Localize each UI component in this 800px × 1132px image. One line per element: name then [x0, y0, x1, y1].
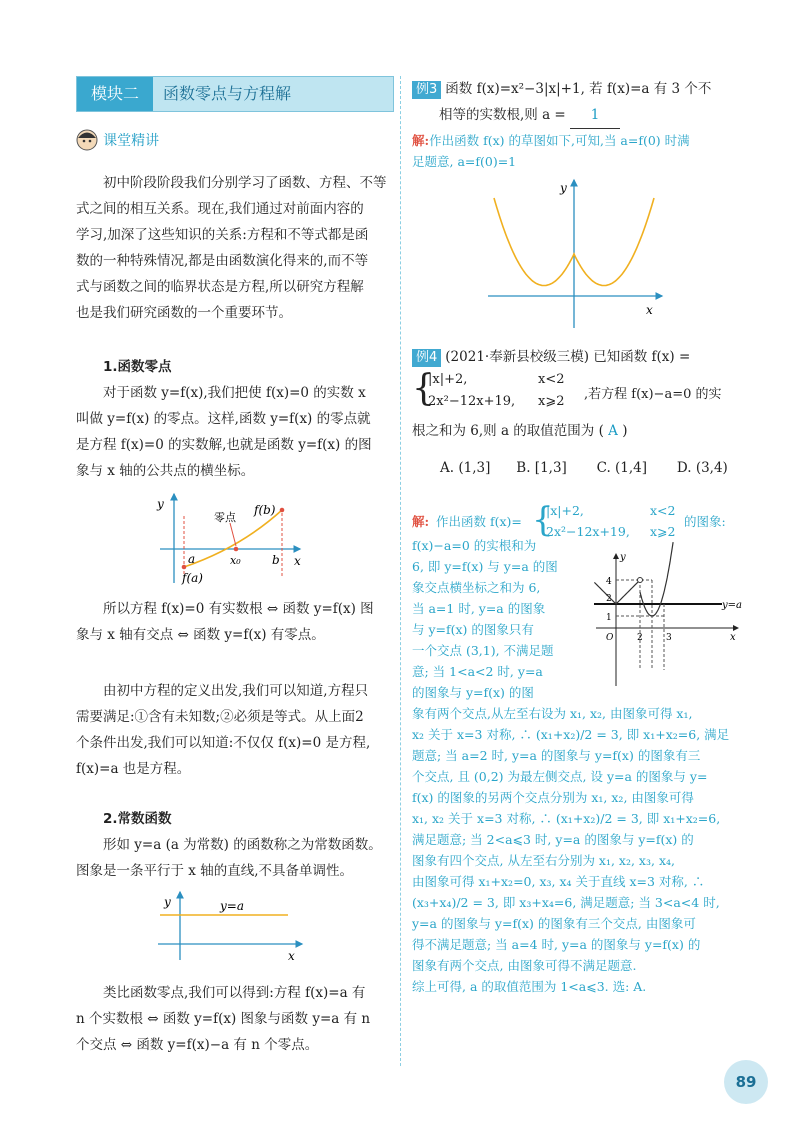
- label-y: y: [560, 181, 567, 195]
- label-x: x: [288, 949, 295, 963]
- tick-x2: 2: [637, 633, 643, 643]
- sol4-line: 象交点横坐标之和为 6,: [412, 580, 541, 595]
- label-y: y: [620, 552, 626, 563]
- s2-after-line: 个交点 ⇔ 函数 y=f(x)−a 有 n 个零点。: [76, 1037, 319, 1053]
- intro-line: 也是我们研究函数的一个重要环节。: [76, 305, 292, 321]
- module-banner: [76, 76, 394, 112]
- brace: {: [412, 368, 435, 409]
- sol4-line: 满足题意; 当 2<a⩽3 时, y=a 的图象与 y=f(x) 的: [412, 832, 694, 847]
- ex3-line2: 相等的实数根,则 a =: [439, 107, 566, 123]
- sol4-piece2: 2x²−12x+19,: [546, 524, 630, 539]
- sol4-line: 图象有四个交点, 从左至右分别为 x₁, x₂, x₃, x₄,: [412, 853, 675, 868]
- constant-function-figure: [150, 888, 310, 964]
- option-a: A. (1,3]: [440, 460, 491, 476]
- intro-paragraph: [76, 170, 392, 326]
- tick-1: 1: [606, 613, 612, 623]
- section-1: [76, 354, 392, 484]
- label-y: y: [164, 895, 171, 909]
- ex4-line3: 根之和为 6,则 a 的取值范围为 (: [412, 423, 604, 439]
- example-4-figure: [594, 540, 744, 690]
- example-4: [412, 344, 742, 370]
- sol4-label: 解:: [412, 514, 430, 529]
- sol4-line: 象有两个交点,从左至右设为 x₁, x₂, 由图象可得 x₁,: [412, 706, 693, 721]
- sol4-line: 意; 当 1<a<2 时, y=a: [412, 664, 543, 679]
- intro-line: 初中阶段阶段我们分别学习了函数、方程、不等: [103, 175, 387, 191]
- s1-line: 象与 x 轴的公共点的横坐标。: [76, 463, 255, 479]
- sol4-line: 由图象可得 x₁+x₂=0, x₃, x₄ 关于直线 x=3 对称, ∴: [412, 874, 705, 889]
- module-tag: 模块二: [77, 77, 153, 111]
- ex4-options: [440, 455, 740, 481]
- label-b: b: [272, 553, 280, 567]
- label-line: y=a: [220, 899, 244, 913]
- tick-x3: 3: [666, 633, 672, 643]
- ex4-answer: A: [608, 423, 618, 439]
- cond2: x⩾2: [538, 394, 565, 409]
- s1-para2-line: f(x)=a 也是方程。: [76, 761, 191, 777]
- s2-line: 图象是一条平行于 x 轴的直线,不具备单调性。: [76, 863, 353, 879]
- intro-line: 式与函数之间的临界状态是方程,所以研究方程解: [76, 279, 364, 295]
- sol4-line: x₂ 关于 x=3 对称, ∴ (x₁+x₂)/2 = 3, 即 x₁+x₂=6, 满足: [412, 727, 730, 742]
- ex3-answer: 1: [570, 102, 620, 129]
- tick-2: 2: [606, 594, 612, 604]
- label-fa: f(a): [182, 571, 203, 585]
- zero-point: [234, 547, 239, 552]
- ex3-line1: 函数 f(x)=x²−3|x|+1, 若 f(x)=a 有 3 个不: [445, 81, 712, 97]
- s1-after-line: 象与 x 轴有交点 ⇔ 函数 y=f(x) 有零点。: [76, 627, 325, 643]
- sol4-line: 题意; 当 a=2 时, y=a 的图象与 y=f(x) 的图象有三: [412, 748, 701, 763]
- section-1-heading: 1.函数零点: [103, 359, 172, 375]
- module-title: 函数零点与方程解: [163, 84, 292, 103]
- point-fb: [280, 508, 285, 513]
- page-number: 89: [724, 1060, 768, 1104]
- section-label: 课堂精讲: [103, 133, 160, 149]
- section-2: [76, 806, 392, 884]
- sol4-cond1: x<2: [650, 503, 676, 518]
- sol4-tail: 的图象:: [684, 514, 726, 529]
- s2-line: 形如 y=a (a 为常数) 的函数称之为常数函数。: [103, 837, 382, 853]
- ex4-line2b: ,若方程 f(x)−a=0 的实: [584, 387, 722, 402]
- brace: {: [532, 500, 554, 540]
- sol-label: 解:: [412, 133, 430, 148]
- option-c: C. (1,4]: [596, 460, 648, 476]
- ex4-line1: (2021·奉新县校级三模) 已知函数 f(x) =: [445, 349, 691, 365]
- ex4-line3end: ): [622, 423, 628, 439]
- sol4-line: x₁, x₂ 关于 x=3 对称, ∴ (x₁+x₂)/2 = 3, 即 x₁+x₂=6,: [412, 811, 721, 826]
- s1-para2: [76, 678, 392, 782]
- label-fb: f(b): [254, 503, 276, 517]
- piece2: 2x²−12x+19,: [428, 394, 516, 409]
- s1-para2-line: 由初中方程的定义出发,我们可以知道,方程只: [103, 683, 369, 699]
- zero-pointer: [230, 523, 236, 546]
- sol4-line: 得不满足题意; 当 a=4 时, y=a 的图象与 y=f(x) 的: [412, 937, 701, 952]
- cond1: x<2: [538, 372, 565, 387]
- tick-4: 4: [606, 577, 612, 587]
- intro-line: 数的一种特殊情况,都是由函数演化得来的,而不等: [76, 253, 369, 269]
- example-3-tag: 例3: [412, 81, 441, 99]
- ex3-sol1: 作出函数 f(x) 的草图如下,可知,当 a=f(0) 时满: [429, 133, 690, 148]
- sol4-line: 一个交点 (3,1), 不满足题: [412, 643, 554, 658]
- intro-line: 学习,加深了这些知识的关系:方程和不等式都是函: [76, 227, 369, 243]
- ex4-piecewise: [412, 370, 742, 416]
- sol4-line: 的图象与 y=f(x) 的图: [412, 685, 534, 700]
- s1-line: 对于函数 y=f(x),我们把使 f(x)=0 的实数 x: [103, 385, 366, 401]
- ex3-solution: [412, 130, 742, 172]
- label-x: x: [294, 554, 301, 568]
- sol4-narrow: [412, 535, 592, 703]
- column-divider: [400, 76, 401, 1066]
- sol4-wide: [412, 703, 742, 997]
- label-x0: x₀: [230, 554, 241, 567]
- sol4-line: 图象有两个交点, 由图象可得不满足题意.: [412, 958, 637, 973]
- label-x: x: [646, 303, 653, 317]
- point-fa: [182, 565, 187, 570]
- s2-after-line: n 个实数根 ⇔ 函数 y=f(x) 图象与函数 y=a 有 n: [76, 1011, 371, 1027]
- s1-line: 是方程 f(x)=0 的实数解,也就是函数 y=f(x) 的图: [76, 437, 372, 453]
- zero-point-figure: [150, 488, 310, 588]
- s1-para2-line: 需要满足:①含有未知数;②必须是等式。从上面2: [76, 709, 364, 725]
- sol4-piece1: |x|+2,: [546, 503, 584, 518]
- intro-line: 式之间的相互关系。现在,我们通过对前面内容的: [76, 201, 364, 217]
- sol4-line: 综上可得, a 的取值范围为 1<a⩽3. 选: A.: [412, 979, 647, 994]
- sol4-line: y=a 的图象与 y=f(x) 的图象有三个交点, 由图象可: [412, 916, 696, 931]
- s1-after-line: 所以方程 f(x)=0 有实数根 ⇔ 函数 y=f(x) 图: [103, 601, 374, 617]
- sol4-line: f(x)−a=0 的实根和为: [412, 538, 537, 553]
- sol4-head: 作出函数 f(x)=: [436, 514, 522, 529]
- example-3-figure: [480, 176, 670, 332]
- label-a: a: [188, 552, 196, 566]
- section-header: [76, 129, 159, 151]
- open-point: [638, 578, 643, 583]
- option-b: B. [1,3]: [516, 460, 567, 476]
- piece1: |x|+2,: [428, 372, 468, 387]
- label-zero: 零点: [214, 511, 236, 524]
- label-x: x: [730, 632, 736, 643]
- option-d: D. (3,4): [676, 460, 728, 476]
- sol4-line: 个交点, 且 (0,2) 为最左侧交点, 设 y=a 的图象与 y=: [412, 769, 708, 784]
- s1-para2-line: 个条件出发,我们可以知道:不仅仅 f(x)=0 是方程,: [76, 735, 371, 751]
- s2-after-line: 类比函数零点,我们可以得到:方程 f(x)=a 有: [103, 985, 366, 1001]
- label-ya: y=a: [722, 600, 742, 611]
- sol4-line: (x₃+x₄)/2 = 3, 即 x₃+x₄=6, 满足题意; 当 3<a<4 时,: [412, 895, 720, 910]
- ex4-line3-wrap: [412, 418, 742, 444]
- tick-o: O: [606, 633, 614, 643]
- sol4-line: f(x) 的图象的另两个交点分别为 x₁, x₂, 由图象可得: [412, 790, 694, 805]
- sol4-cond2: x⩾2: [650, 524, 676, 539]
- sol4-line: 与 y=f(x) 的图象只有: [412, 622, 534, 637]
- s1-after: [76, 596, 392, 648]
- section-2-heading: 2.常数函数: [103, 811, 172, 827]
- sol4-line: 当 a=1 时, y=a 的图象: [412, 601, 546, 616]
- example-3: [412, 76, 742, 129]
- left-branch: [594, 580, 640, 604]
- teacher-avatar-icon: [76, 129, 98, 151]
- label-y: y: [157, 497, 164, 511]
- s1-line: 叫做 y=f(x) 的零点。这样,函数 y=f(x) 的零点就: [76, 411, 371, 427]
- s2-after: [76, 980, 392, 1058]
- ex3-sol2: 足题意, a=f(0)=1: [412, 154, 517, 169]
- sol4-line: 6, 即 y=f(x) 与 y=a 的图: [412, 559, 558, 574]
- example-4-tag: 例4: [412, 349, 441, 367]
